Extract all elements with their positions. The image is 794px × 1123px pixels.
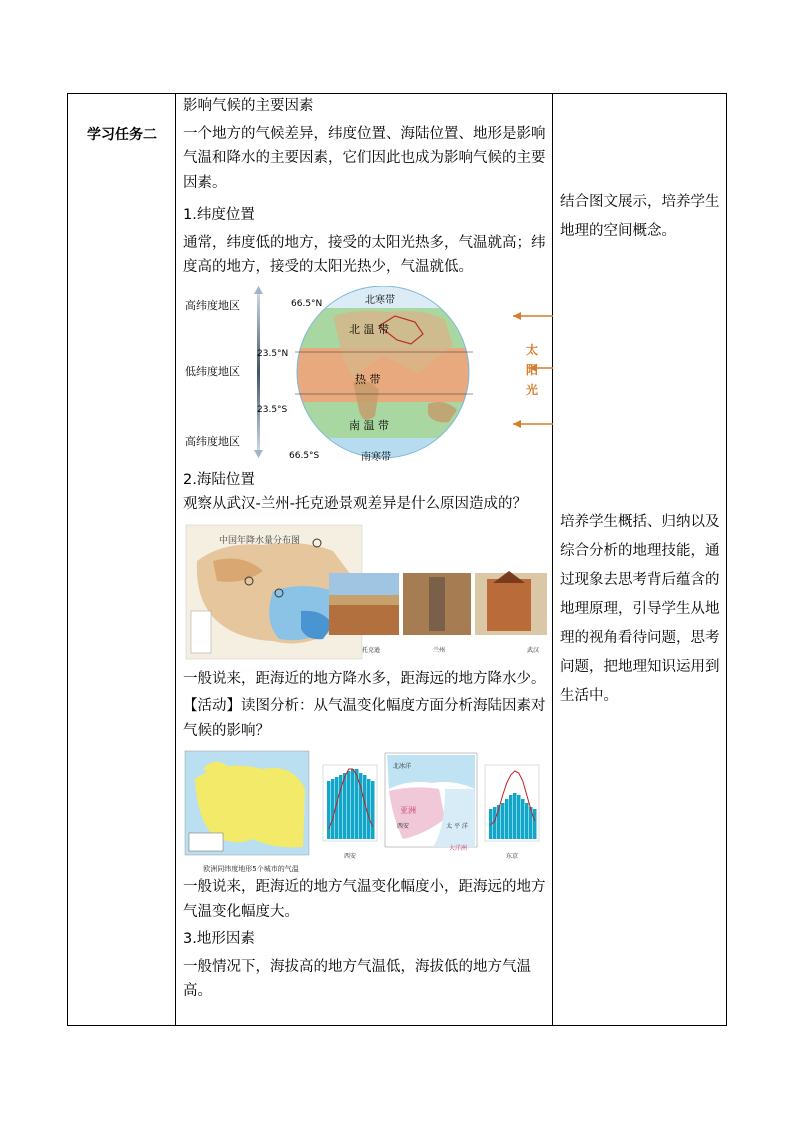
climate-bar [343, 773, 347, 839]
lat-label: 23.5°S [257, 404, 288, 415]
lat-label: 66.5°S [289, 450, 320, 461]
ocean-label: 北冰洋 [392, 763, 411, 770]
climate-bar [351, 769, 355, 839]
zone-label: 南寒带 [361, 451, 391, 463]
activity-text: 【活动】读图分析：从气温变化幅度方面分析海陆因素对气候的影响？ [183, 698, 546, 739]
section2-question: 观察从武汉-兰州-托克逊景观差异是什么原因造成的？ [183, 496, 527, 512]
climate-bar [509, 795, 513, 839]
chart-caption: 东京 [505, 853, 518, 860]
activity-figure [183, 749, 553, 873]
section3-title: 3.地形因素 [183, 931, 255, 947]
climate-bar [533, 809, 537, 839]
high-latitude-label: 高纬度地区 [185, 298, 240, 312]
lat-label: 66.5°N [291, 298, 323, 309]
section2-title: 2.海陆位置 [183, 471, 255, 488]
ocean-label: 太 平 洋 [446, 823, 468, 830]
teaching-note-2: 培养学生概括、归纳以及综合分析的地理技能，通过现象去思考背后蕴含的地理原理，引导学生从地理的视角看待问题，思考问题，把地理知识运用到生活中。 [560, 514, 720, 704]
chart-caption: 西安 [343, 853, 356, 860]
low-latitude-label: 低纬度地区 [185, 364, 240, 378]
lesson-table [67, 93, 727, 1026]
zone-label: 南 温 带 [349, 418, 389, 432]
teaching-note-1: 结合图文展示，培养学生地理的空间概念。 [560, 194, 720, 239]
continent-label: 大洋洲 [448, 845, 467, 852]
sun-label: 光 [526, 382, 539, 397]
content-column [183, 94, 553, 1004]
climate-bar [371, 781, 375, 839]
europe-caption: 欧洲同纬度地形5个城市的气温 [203, 865, 299, 873]
climate-bar [327, 781, 331, 839]
climate-bar [517, 795, 521, 839]
section1-title: 1.纬度位置 [183, 207, 255, 223]
precipitation-figure [183, 521, 553, 663]
intro-text: 一个地方的气候差异，纬度位置、海陆位置、地形是影响气温和降水的主要因素，它们因此也成为影响气候的主要因素。 [183, 125, 546, 191]
map-title: 中国年降水量分布图 [219, 535, 301, 546]
section-heading: 影响气候的主要因素 [183, 98, 314, 114]
climate-bar [525, 803, 529, 839]
high-latitude-label: 高纬度地区 [185, 434, 240, 448]
section2-text2: 一般说来，距海近的地方气温变化幅度小，距海远的地方气温变化幅度大。 [183, 879, 546, 920]
climate-bar [367, 779, 371, 839]
task-label: 学习任务二 [87, 127, 157, 143]
zone-label: 北寒带 [365, 294, 395, 306]
zone-label: 热 带 [355, 372, 381, 386]
section3-text: 一般情况下，海拔高的地方气温低，海拔低的地方气温高。 [183, 958, 531, 999]
climate-bar [331, 779, 335, 839]
continent-label: 亚洲 [400, 806, 416, 815]
photo-caption: 武汉 [526, 646, 539, 654]
photo-caption: 托克逊 [361, 646, 380, 654]
climate-bar [521, 799, 525, 839]
column-divider [175, 94, 176, 1025]
climate-bar [501, 803, 505, 839]
section1-text: 通常，纬度低的地方，接受的太阳光热多，气温就高；纬度高的地方，接受的太阳光热少，气温就低。 [183, 234, 546, 275]
lat-label: 23.5°N [257, 348, 289, 359]
latitude-globe-figure [183, 286, 553, 464]
climate-bar [505, 799, 509, 839]
section2-text: 一般说来，距海近的地方降水多，距海远的地方降水少。 [183, 670, 546, 687]
climate-bar [347, 771, 351, 839]
photo-caption: 兰州 [432, 646, 445, 654]
zone-label: 北 温 带 [349, 322, 389, 336]
city-label: 西安 [396, 823, 409, 830]
sun-label: 太 [526, 342, 539, 357]
climate-bar [513, 793, 517, 839]
sun-label: 阳 [526, 362, 539, 377]
climate-bar [493, 807, 497, 839]
